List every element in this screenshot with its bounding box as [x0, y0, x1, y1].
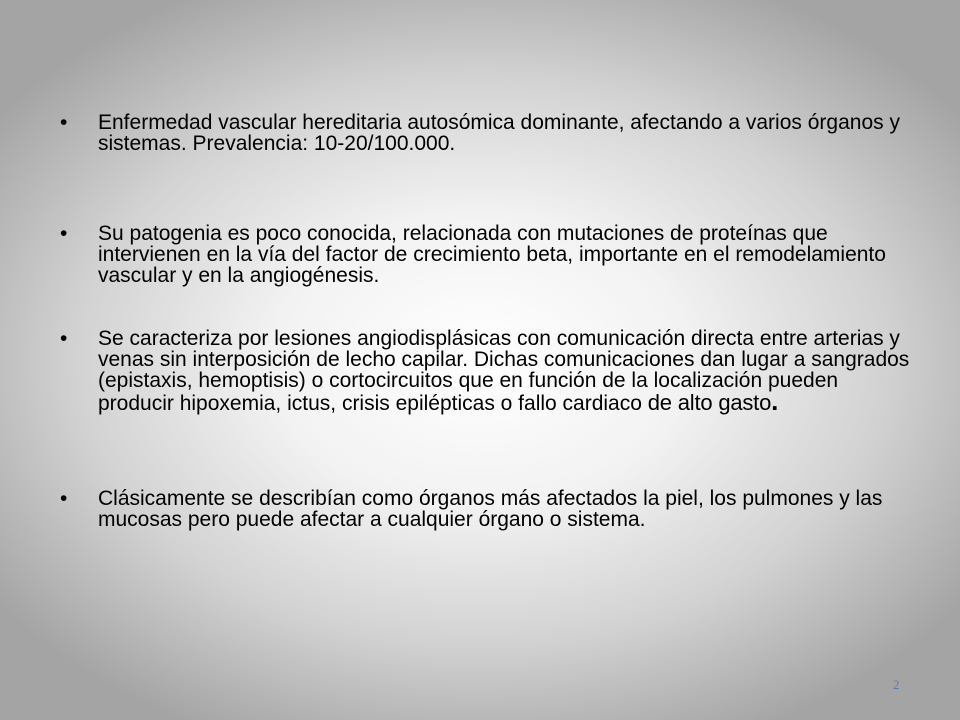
bullet-item-inheritance: [60, 112, 910, 154]
bullet-icon: •: [60, 222, 68, 245]
page-number: 2: [893, 677, 900, 692]
bullet-item-characteristics: [60, 328, 910, 414]
bullet-icon: •: [60, 111, 68, 134]
bullet-text-period: .: [771, 386, 779, 416]
bullet-text: Su patogenia es poco conocida, relacionada con mutaciones de proteínas que intervienen en la vía del factor de crecimiento beta, importante en el remodelamiento vascular y en la angiogénesis.: [98, 222, 886, 287]
bullet-icon: •: [60, 487, 68, 510]
bullet-list: [60, 112, 910, 530]
bullet-text: Se caracteriza por lesiones angiodisplásicas con comunicación directa entre arterias y venas sin interposición de lecho capilar. Dichas comunicaciones dan lugar a sangrados (epistaxis, hemoptisis) o cortocircuitos que en función de la localización pueden producir hipoxemia, ictus, crisis epilépticas o fallo cardiaco: [98, 327, 910, 415]
bullet-icon: •: [60, 327, 68, 350]
bullet-item-pathogenesis: [60, 223, 910, 286]
bullet-text-tail: de alto gasto: [647, 390, 772, 415]
bullet-item-affected-organs: [60, 488, 910, 530]
bullet-text: Clásicamente se describían como órganos más afectados la piel, los pulmones y las mucosas pero puede afectar a cualquier órgano o sistema.: [98, 487, 883, 531]
bullet-text: Enfermedad vascular hereditaria autosómica dominante, afectando a varios órganos y sistemas. Prevalencia: 10-20/100.000.: [98, 111, 900, 155]
